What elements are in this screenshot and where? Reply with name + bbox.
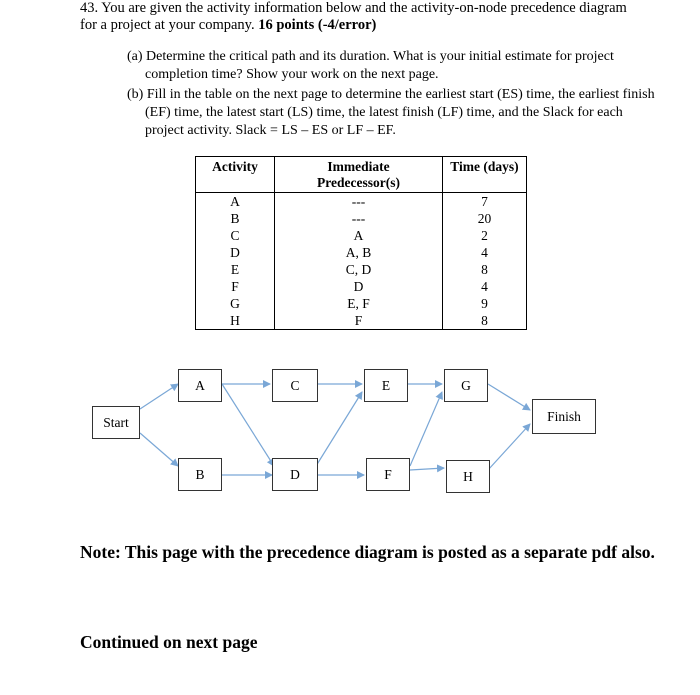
predecessor-cell: C, D	[275, 261, 443, 278]
header-predecessors: Immediate Predecessor(s)	[275, 157, 443, 193]
arrow-a-d	[222, 384, 274, 466]
activity-cell: A	[196, 193, 275, 211]
predecessor-cell: ---	[275, 193, 443, 211]
time-cell: 4	[443, 244, 527, 261]
node-start: Start	[92, 406, 140, 439]
arrow-g-finish	[488, 384, 530, 410]
node-g: G	[444, 369, 488, 402]
node-h: H	[446, 460, 490, 493]
activity-cell: H	[196, 312, 275, 330]
continued-text: Continued on next page	[80, 632, 258, 652]
predecessor-cell: ---	[275, 210, 443, 227]
arrow-f-h	[410, 468, 444, 470]
predecessor-cell: A	[275, 227, 443, 244]
part-b-text: (b) Fill in the table on the next page to determine the earliest start (ES) time, the earliest finish (EF) time, the latest start (LS) time, the latest finish (LF) time, and the Slack for each project activity. Slack = LS – ES or LF – EF.	[127, 87, 655, 138]
node-a: A	[178, 369, 222, 402]
part-a-text: (a) Determine the critical path and its duration. What is your initial estimate for project completion time? Show your work on the next page.	[127, 49, 614, 82]
time-cell: 8	[443, 312, 527, 330]
activity-cell: G	[196, 295, 275, 312]
predecessor-cell: D	[275, 278, 443, 295]
predecessor-cell: F	[275, 312, 443, 330]
time-cell: 8	[443, 261, 527, 278]
arrow-d-e	[316, 392, 362, 466]
node-e: E	[364, 369, 408, 402]
predecessor-cell: E, F	[275, 295, 443, 312]
time-cell: 7	[443, 193, 527, 211]
arrow-start-a	[140, 384, 178, 409]
node-c: C	[272, 369, 318, 402]
header-activity: Activity	[196, 157, 275, 193]
arrow-start-b	[140, 433, 178, 466]
arrow-f-g	[410, 392, 442, 466]
node-f: F	[366, 458, 410, 491]
node-d: D	[272, 458, 318, 491]
time-cell: 20	[443, 210, 527, 227]
activity-cell: C	[196, 227, 275, 244]
time-cell: 4	[443, 278, 527, 295]
node-finish: Finish	[532, 399, 596, 434]
activity-cell: B	[196, 210, 275, 227]
predecessor-cell: A, B	[275, 244, 443, 261]
activity-cell: F	[196, 278, 275, 295]
node-b: B	[178, 458, 222, 491]
activity-cell: E	[196, 261, 275, 278]
arrow-h-finish	[488, 424, 530, 470]
points-label: 16 points (-4/error)	[258, 17, 377, 33]
question-line-2-text: for a project at your company.	[80, 17, 259, 33]
header-time: Time (days)	[443, 157, 527, 193]
note-text: Note: This page with the precedence diagram is posted as a separate pdf also.	[80, 542, 655, 562]
activity-cell: D	[196, 244, 275, 261]
time-cell: 2	[443, 227, 527, 244]
time-cell: 9	[443, 295, 527, 312]
question-line-1: 43. You are given the activity information below and the activity-on-node precedence diagram	[80, 0, 627, 16]
